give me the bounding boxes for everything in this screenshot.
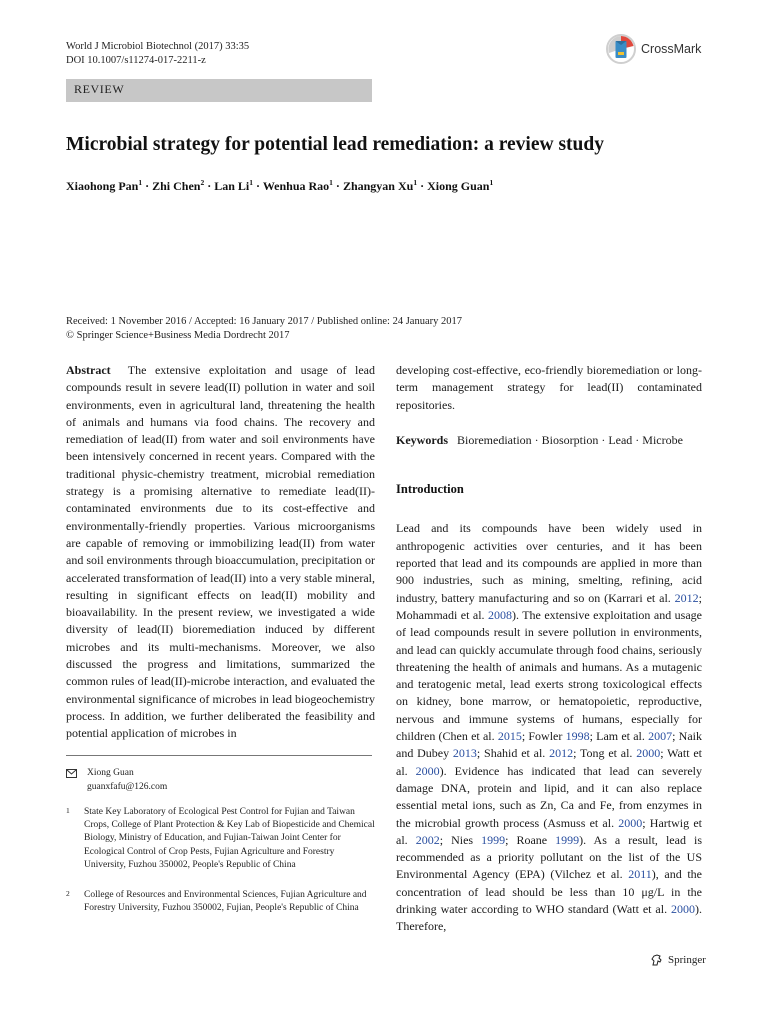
body-text: ; Roane	[505, 832, 556, 847]
citation-link[interactable]: 2012	[674, 590, 699, 605]
author-separator: ·	[204, 179, 215, 193]
body-text: ; Mohammadi et al.	[396, 590, 702, 622]
author-separator: ·	[417, 179, 428, 193]
citation-link[interactable]: 1999	[555, 832, 580, 847]
citation-link[interactable]: 2000	[636, 746, 661, 761]
footnote-divider	[66, 755, 372, 756]
body-text: ), and the concentration of lead should be less than 10 μg/L in the drinking water according to WHO standard (Watt et al.	[396, 867, 702, 917]
abstract-text: The extensive exploitation and usage of lead compounds result in severe lead(II) pollution in water and soil environments, even in agricultural land, threatening the health of animals and humans via food chains. The recovery and remediation of lead(II) from water and soil environments have been intensively concerned in recent years. Compared with the traditional physic-chemistry treatment, microbial remediation strategy is a promising alternative to remediate lead(II)-contaminated environments due to its cost-effective and environmentally-friendly properties. Various microorganisms are capable of removing or immobilizing lead(II) from water and soil environments through bioaccumulation, precipitation or accelerated transformation of lead(II) into a very stable mineral, resulting in significant effects on lead(II) mobility and bioavailability. In the present review, we investigated a wide diversity of lead(II) bioremediation induced by different microbes and its multi-mechanisms. Moreover, we also discussed the progress and limitations, summarized the common rules of lead(II)-microbe interaction, and evaluated the environmental significance of microbes in lead biogeochemistry process. In addition, we further deliberated the feasibility and potential application of microbes in	[66, 363, 375, 741]
author-separator: ·	[142, 179, 153, 193]
author-name: Lan Li	[214, 179, 250, 193]
publication-info	[66, 315, 462, 343]
citation-link[interactable]: 2002	[415, 832, 440, 847]
introduction-text	[396, 520, 702, 935]
journal-header	[66, 40, 249, 68]
keywords-heading: Keywords	[396, 432, 448, 447]
citation-link[interactable]: 1998	[565, 729, 590, 744]
crossmark-badge[interactable]	[606, 34, 701, 64]
citation-link[interactable]: 2000	[415, 763, 440, 778]
body-text: Lead and its compounds have been widely used in anthropogenic activities over centuries, and it has been reported that lead and its compounds are applied in more than 900 industries, such as mining, smelting, refining, acid industry, battery manufacturing and so on (Karrari et al.	[396, 521, 702, 605]
journal-citation: World J Microbiol Biotechnol (2017) 33:35	[66, 41, 250, 52]
crossmark-icon	[606, 34, 636, 64]
corresponding-author-email[interactable]: guanxfafu@126.com	[87, 781, 168, 792]
doi-line[interactable]: DOI 10.1007/s11274-017-2211-z	[66, 55, 206, 66]
body-text: ). As a result, lead is recommended as a priority pollutant on the list of the US Environmental Agency (EPA) (Vilchez et al.	[396, 832, 702, 882]
body-text: ; Naik and Dubey	[396, 729, 702, 761]
citation-link[interactable]: 2000	[618, 815, 643, 830]
author-name: Wenhua Rao	[262, 179, 330, 193]
correspondence-block	[66, 767, 167, 794]
envelope-icon	[66, 769, 77, 778]
crossmark-label: CrossMark	[641, 42, 702, 56]
body-text: ; Tong et al.	[573, 746, 637, 761]
body-text: ; Nies	[439, 832, 482, 847]
author-affiliation-mark: 1	[413, 178, 418, 187]
springer-horse-icon	[650, 953, 664, 967]
affiliation-1	[66, 806, 376, 872]
author-affiliation-mark: 1	[489, 178, 494, 187]
body-text: ; Hartwig et al.	[396, 815, 702, 847]
body-text: ; Shahid et al.	[476, 746, 550, 761]
affiliation-text: State Key Laboratory of Ecological Pest Control for Fujian and Taiwan Crops, College of Plant Protection & Key Lab of Biopesticide and Chemical Biology, Ministry of Education, and Fujian-Taiwan Joint Center for Ecological Control of Crop Pests, Fujian Agriculture and Forestry University, Fuzhou 350002, People's Republic of China	[84, 807, 375, 870]
author-affiliation-mark: 1	[329, 178, 333, 187]
abstract-heading: Abstract	[66, 363, 111, 377]
author-name: Zhangyan Xu	[342, 179, 414, 193]
publication-dates: Received: 1 November 2016 / Accepted: 16 January 2017 / Published online: 24 January 2017	[66, 316, 463, 327]
citation-link[interactable]: 2013	[452, 746, 477, 761]
section-label: REVIEW	[74, 82, 125, 96]
body-text: ). Evidence has indicated that lead can severely damage DNA, protein and lipid, and it can also replace essential metal ions, such as Zn, Ca and Fe, from enzymes in the microbial growth process (Asmuss et al.	[396, 763, 702, 830]
body-text: ; Watt et al.	[396, 746, 702, 778]
affiliation-number: 1	[66, 806, 70, 815]
citation-link[interactable]: 1999	[481, 832, 506, 847]
body-text: ; Fowler	[521, 729, 566, 744]
citation-link[interactable]: 2008	[488, 607, 512, 622]
author-affiliation-mark: 1	[138, 178, 143, 187]
author-name: Xiong Guan	[427, 179, 490, 193]
publisher-footer	[650, 953, 706, 967]
keywords-block	[396, 432, 702, 449]
citation-link[interactable]: 2000	[671, 902, 695, 917]
affiliation-text: College of Resources and Environmental Sciences, Fujian Agriculture and Forestry University, Fuzhou 350002, Fujian, People's Republic of China	[84, 890, 367, 914]
right-column	[396, 362, 702, 936]
citation-link[interactable]: 2011	[628, 867, 652, 882]
citation-link[interactable]: 2007	[648, 729, 673, 744]
abstract-block	[66, 362, 375, 743]
keywords-list: Bioremediation · Biosorption · Lead · Microbe	[457, 432, 683, 447]
corresponding-author-name: Xiong Guan	[87, 768, 134, 778]
body-text: ; Lam et al.	[589, 729, 649, 744]
affiliation-number: 2	[66, 889, 70, 898]
copyright-line: © Springer Science+Business Media Dordrecht 2017	[66, 330, 290, 341]
article-title: Microbial strategy for potential lead remediation: a review study	[66, 134, 604, 155]
affiliation-2	[66, 889, 376, 915]
introduction-heading: Introduction	[396, 482, 464, 497]
author-separator: ·	[332, 179, 343, 193]
author-affiliation-mark: 2	[200, 178, 205, 187]
author-name: Xiaohong Pan	[66, 179, 139, 193]
abstract-continuation: developing cost-effective, eco-friendly bioremediation or long-term management strategy for lead(II) contaminated repositories.	[396, 363, 702, 412]
body-text: ). The extensive exploitation and usage of lead compounds result in severe pollution in environments, and lead can quickly accumulate through food chains, seriously threatening the health of animals and humans. As a mutagenic and teratogenic metal, lead exerts strong toxicological effects on kidney, bone marrow, or hematopoietic, reproductive, nervous and immune systems of humans, especially for children (Chen et al.	[396, 607, 702, 744]
author-list	[66, 178, 726, 194]
author-name: Zhi Chen	[152, 179, 201, 193]
author-affiliation-mark: 1	[249, 178, 254, 187]
section-label-bar	[66, 79, 372, 102]
publisher-name: Springer	[668, 954, 706, 966]
author-separator: ·	[253, 179, 263, 193]
citation-link[interactable]: 2015	[497, 729, 522, 744]
body-text: ). Therefore,	[396, 902, 702, 934]
citation-link[interactable]: 2012	[549, 746, 574, 761]
